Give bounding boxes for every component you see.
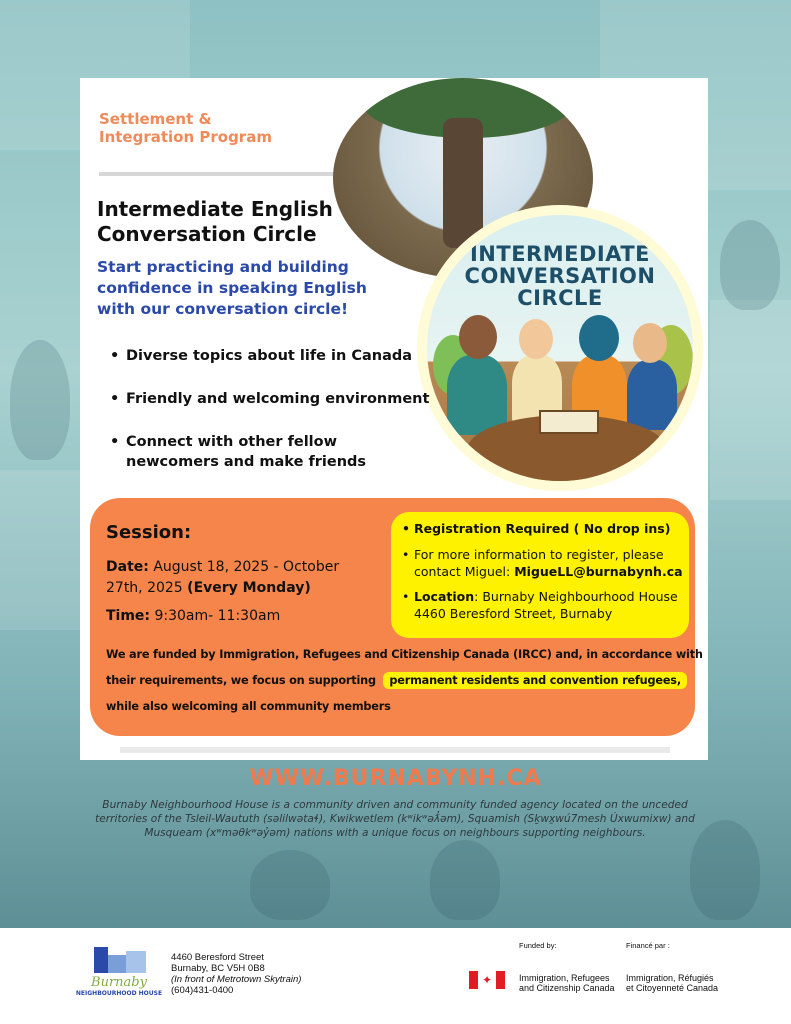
contact-info: • For more information to register, please contact Miguel: MigueLL@burnabynh.ca: [402, 546, 687, 580]
list-item: • Connect with other fellow newcomers and make friends: [110, 434, 367, 470]
location-info: • Location: Burnaby Neighbourhood House 4460 Beresford Street, Burnaby: [402, 588, 687, 622]
funding-line-2: their requirements, we focus on supporting permanent residents and convention refugees,: [106, 673, 687, 689]
logo-wordmark: Burnaby: [91, 975, 147, 990]
divider: [120, 747, 670, 753]
funding-line-1: We are funded by Immigration, Refugees and Citizenship Canada (IRCC) and, in accordance with: [106, 648, 703, 661]
logo-subtext: NEIGHBOURHOOD HOUSE: [75, 990, 163, 997]
program-label: Settlement & Integration Program: [99, 110, 272, 146]
footer-address: 4460 Beresford Street Burnaby, BC V5H 0B8 (In front of Metrotown Skytrain) (604)431-0400: [171, 952, 302, 996]
session-date: Date: August 18, 2025 - October 27th, 2025 (Every Monday): [106, 559, 340, 596]
website-link[interactable]: WWW.BURNABYNH.CA: [249, 766, 542, 791]
funded-by-label: Funded by:: [519, 941, 557, 950]
page-subtitle: Start practicing and building confidence in speaking English with our conversation circle!: [97, 258, 367, 318]
conversation-circle-illustration: [417, 205, 703, 491]
ircc-english: Immigration, Refugees and Citizenship Canada: [519, 973, 615, 993]
land-acknowledgement: Burnaby Neighbourhood House is a community driven and community funded agency located on the unceded territories of the Tsleil-Waututh (səlilwətaɬ), Kwikwetlem (kʷikʷəƛ̓əm), Squamish (Sḵwx̱wú7mesh Úxwumixw) and Musqueam (xʷməθkʷəy̓əm) nations with a unique focus on neighbours supporting neighbours.: [95, 799, 695, 839]
session-time: Time: 9:30am- 11:30am: [106, 608, 281, 624]
canada-flag-icon: ✦: [469, 971, 505, 989]
list-item: • Diverse topics about life in Canada: [110, 348, 413, 364]
finance-par-label: Financé par :: [626, 941, 670, 950]
session-heading: Session:: [106, 522, 192, 543]
registration-note: • Registration Required ( No drop ins): [402, 520, 687, 537]
contact-email[interactable]: MigueLL@burnabynh.ca: [514, 564, 683, 579]
highlight-eligibility: permanent residents and convention refugees,: [383, 672, 687, 689]
ircc-french: Immigration, Réfugiés et Citoyenneté Canada: [626, 973, 719, 993]
funding-line-3: while also welcoming all community members: [106, 700, 391, 713]
list-item: • Friendly and welcoming environment: [110, 391, 430, 407]
illustration-title: INTERMEDIATE CONVERSATION CIRCLE: [464, 242, 656, 310]
page-title: Intermediate English Conversation Circle: [97, 197, 333, 246]
